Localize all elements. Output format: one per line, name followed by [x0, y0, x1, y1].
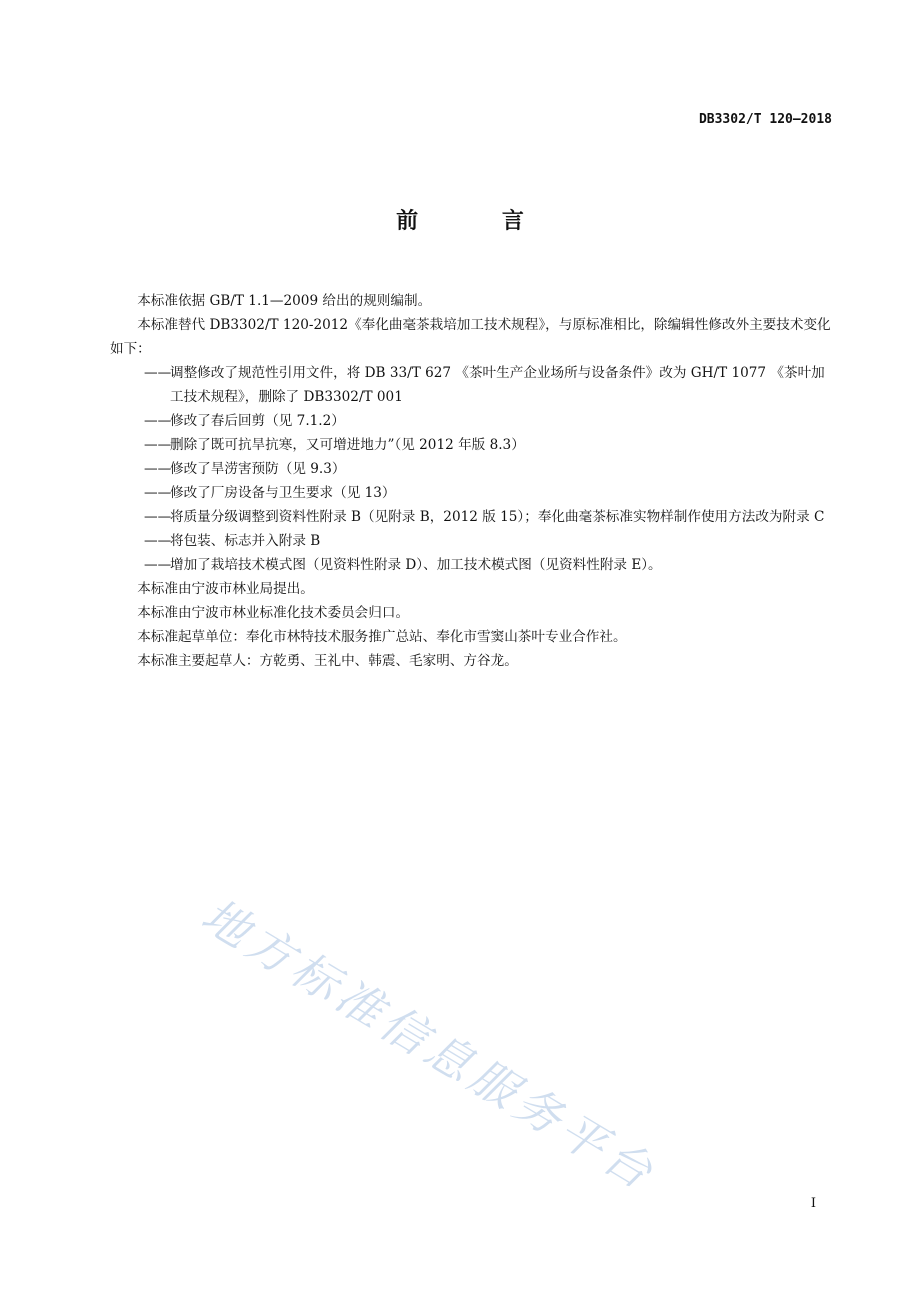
dash-marker: ——: [144, 533, 172, 549]
dash-marker: ——: [144, 365, 172, 381]
list-item-text: 修改了春后回剪（见 7.1.2）: [170, 413, 345, 429]
list-item: [110, 505, 834, 529]
paragraph-basis: 本标准依据 GB/T 1.1—2009 给出的规则编制。: [137, 293, 432, 309]
dash-marker: ——: [144, 461, 172, 477]
dash-marker: ——: [144, 557, 172, 573]
dash-marker: ——: [144, 509, 172, 525]
list-item: [110, 481, 834, 505]
dash-marker: ——: [144, 485, 172, 501]
page-title: 前 言: [396, 209, 562, 234]
list-item: [110, 529, 834, 553]
list-item: [110, 361, 834, 409]
list-item: [110, 553, 834, 577]
page-number: I: [810, 1196, 816, 1211]
paragraph-drafters: 本标准主要起草人：方乾勇、王礼中、韩震、毛家明、方谷龙。: [137, 653, 518, 669]
document-code: DB3302/T 120—2018: [698, 112, 832, 127]
watermark: 地方标准信息服务平台: [192, 887, 667, 1202]
dash-marker: ——: [144, 413, 172, 429]
list-item: [110, 433, 834, 457]
list-item-text: 将包装、标志并入附录 B: [170, 533, 321, 549]
paragraph-drafting-units: 本标准起草单位：奉化市林特技术服务推广总站、奉化市雪窦山茶叶专业合作社。: [137, 629, 627, 645]
list-item-text: 修改了厂房设备与卫生要求（见 13）: [170, 485, 396, 501]
list-item: [110, 409, 834, 433]
list-item-text: 修改了旱涝害预防（见 9.3）: [170, 461, 346, 477]
list-item: [110, 457, 834, 481]
paragraph-replacement: 本标准替代 DB3302/T 120-2012《奉化曲毫茶栽培加工技术规程》，与原标准相比，除编辑性修改外主要技术变化如下：: [110, 317, 831, 357]
dash-marker: ——: [144, 437, 172, 453]
list-item-text: 增加了栽培技术模式图（见资料性附录 D）、加工技术模式图（见资料性附录 E）。: [170, 557, 662, 573]
changes-list: [110, 361, 834, 577]
list-item-text: 调整修改了规范性引用文件，将 DB 33/T 627 《茶叶生产企业场所与设备条件》改为 GH/T 1077 《茶叶加工技术规程》，删除了 DB3302/T 001: [170, 365, 825, 405]
paragraph-committee: 本标准由宁波市林业标准化技术委员会归口。: [137, 605, 410, 621]
paragraph-proposer: 本标准由宁波市林业局提出。: [137, 581, 314, 597]
list-item-text: 将质量分级调整到资料性附录 B（见附录 B，2012 版 15）；奉化曲毫茶标准实物样制作使用方法改为附录 C: [170, 509, 825, 525]
list-item-text: 删除了既可抗旱抗寒，又可增进地力”（见 2012 年版 8.3）: [170, 437, 525, 453]
foreword-body: [110, 289, 834, 673]
